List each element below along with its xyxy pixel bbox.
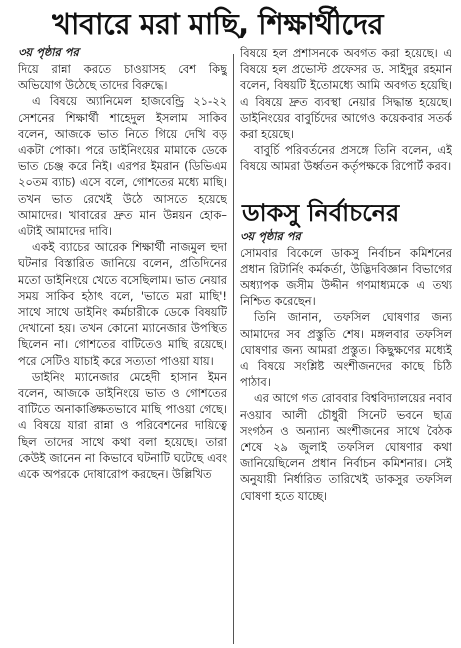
paragraph: তিনি জানান, তফসিল ঘোষণার জন্য আমাদের সব প্রস্তুতি শেষ। মঙ্গলবার তফসিল ঘোষণার জন্য আমরা প্রস্তুত। কিছুক্ষণের মধ্যেই এ বিষয়ে সংশ্লিষ্ট অংশীজনদের কাছে চিঠি পাঠাব। <box>240 310 452 390</box>
paragraph: সোমবার বিকেলে ডাকসু নির্বাচন কমিশনের প্রধান রিটার্নিং কর্মকর্তা, উদ্ভিদবিজ্ঞান বিভাগের অধ্যাপক জসীম উদ্দীন গণমাধ্যমকে এ তথ্য নিশ্চিত করেছেন। <box>240 245 452 309</box>
paragraph: বিষয়ে হল প্রশাসনকে অবগত করা হয়েছে। এ বিষয়ে হল প্রভোস্ট প্রফেসর ড. সাইদুর রহমান বলেন, বিষয়টি ইতোমধ্যে আমি অবগত হয়েছি। এ বিষয়ে দ্রুত ব্যবস্থা নেয়ার সিদ্ধান্ত হয়েছে। ডাইনিংয়ের বাবুর্চিদের আগেও কয়েকবার সতর্ক করা হয়েছে। <box>240 46 452 142</box>
left-column <box>18 45 227 645</box>
paragraph: ডাইনিং ম্যানেজার মেহেদী হাসান ইমন বলেন, আজকে ডাইনিংয়ে ভাত ও গোশতের বাটিতে অনাকাঙ্ক্ষিতভাবে মাছি পাওয়া গেছে। এ বিষয়ে যারা রান্না ও পরিবেশনের দায়িত্বে ছিল তাদের সাথে কথা বলা হয়েছে। তারা কেউই জানেন না কিভাবে ঘটনাটি ঘটেছে এবং একে অপরকে দোষারোপ করছেন। উল্লিখিত <box>18 369 227 482</box>
subheadline: ডাকসু নির্বাচনের <box>242 198 400 227</box>
jump-line: ৩য় পৃষ্ঠার পর <box>240 228 301 243</box>
paragraph: বাবুর্চি পরিবর্তনের প্রসঙ্গে তিনি বলেন, এই বিষয়ে আমরা উর্ধ্বতন কর্তৃপক্ষকে রিপোর্ট করব। <box>240 143 452 174</box>
jump-line: ৩য় পৃষ্ঠার পর <box>18 45 79 59</box>
column-divider <box>233 54 234 644</box>
paragraph: এর আগে গত রোববার বিশ্ববিদ্যালয়ের নবাব নওয়াব আলী চৌধুরী সিনেট ভবনে ছাত্র সংগঠন ও অন্যান্য অংশীজনের সাথে বৈঠক শেষে ২৯ জুলাই তফসিল ঘোষণার কথা জানিয়েছিলেন প্রধান নির্বাচন কমিশনার। সেই অনুযায়ী নির্ধারিত তারিখেই ডাকসুর তফসিল ঘোষণা হতে যাচ্ছে। <box>240 391 452 503</box>
right-column <box>240 45 452 645</box>
headline: খাবারে মরা মাছি, শিক্ষার্থীদের <box>52 7 384 41</box>
paragraph: দিয়ে রান্না করতে চাওয়াসহ বেশ কিছু অভিযোগ উঠেছে তাদের বিরুদ্ধে। <box>18 62 227 93</box>
paragraph: একই ব্যাচের আরেক শিক্ষার্থী নাজমুল হুদা ঘটনার বিস্তারিত জানিয়ে বলেন, প্রতিদিনের মতো ডাইনিংয়ে খেতে বসেছিলাম। ভাত নেয়ার সময় সাকিব হঠাৎ বলে, 'ভাতে মরা মাছি'! সাথে সাথে ডাইনিং কর্মচারীকে ডেকে বিষয়টি দেখানো হয়। তখন কোনো ম্যানেজার উপস্থিত ছিলেন না। গোশতের বাটিতেও মাছি রয়েছে। পরে সেটিও যাচাই করে সত্যতা পাওয়া যায়। <box>18 240 227 368</box>
paragraph: এ বিষয়ে অ্যানিমেল হাজবেন্ড্রি ২১-২২ সেশনের শিক্ষার্থী শাহেদুল ইসলাম সাকিব বলেন, আজকে ভাত নিতে গিয়ে দেখি বড় একটা পোকা। পরে ডাইনিংয়ের মামাকে ডেকে ভাত চেঞ্জ করে নিই। এরপর ইমরান (ডিভিএম ২০তম ব্যাচ) এসে বলে, গোশতের মধ্যে মাছি। তখন ভাত রেখেই উঠে আসতে হয়েছে আমাদের। খাবারের দ্রুত মান উন্নয়ন হোক– এটাই আমাদের দাবি। <box>18 94 227 239</box>
